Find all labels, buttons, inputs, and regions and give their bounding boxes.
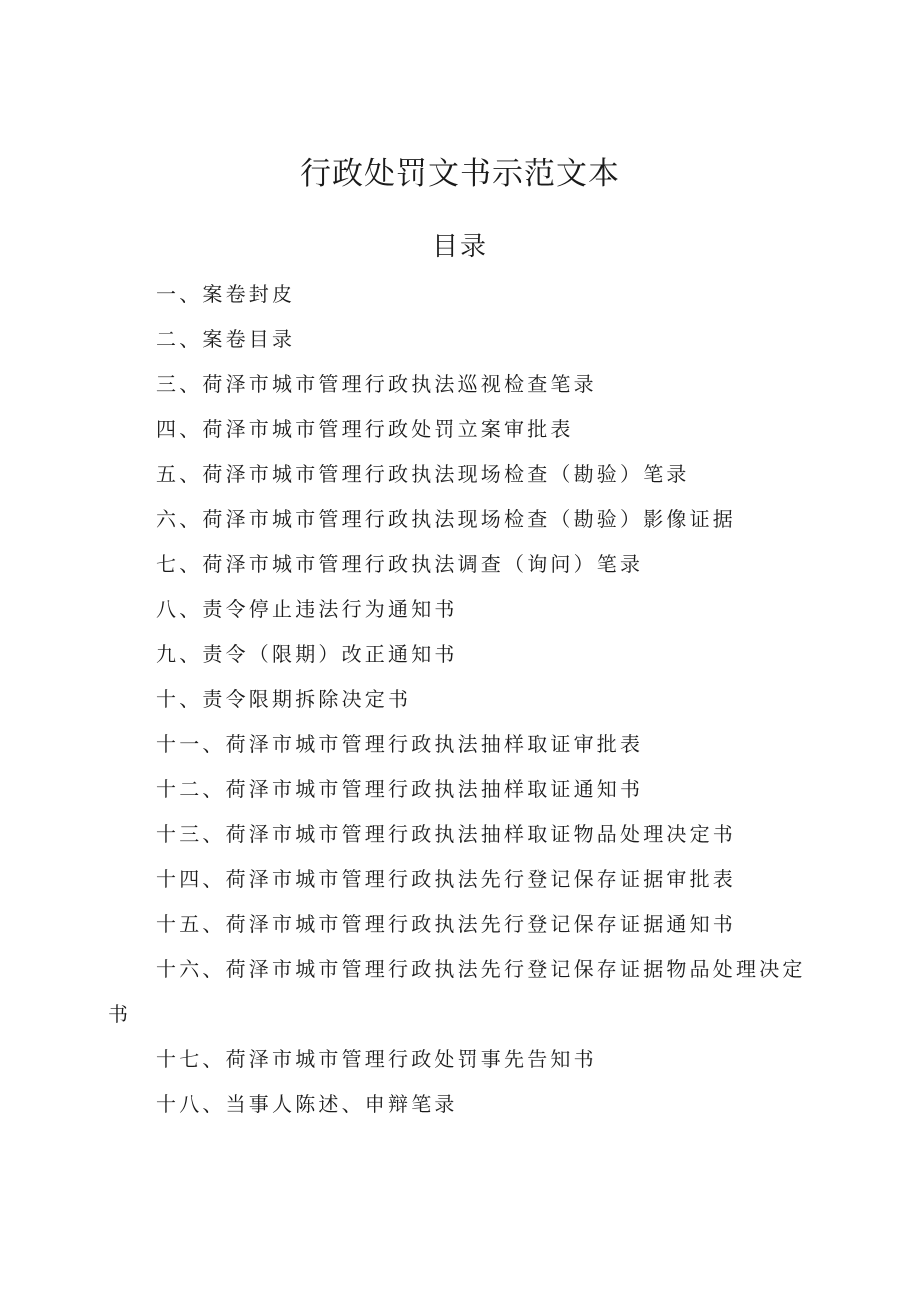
toc-item-15: 十五、荷泽市城市管理行政执法先行登记保存证据通知书 [156, 912, 736, 936]
toc-item-7: 七、荷泽市城市管理行政执法调查（询问）笔录 [156, 552, 644, 576]
toc-item-8: 八、责令停止违法行为通知书 [156, 597, 458, 621]
toc-heading: 目录 [431, 232, 488, 262]
toc-item-3: 三、荷泽市城市管理行政执法巡视检查笔录 [156, 372, 597, 396]
document-title: 行政处罚文书示范文本 [300, 156, 620, 192]
toc-item-6: 六、荷泽市城市管理行政执法现场检查（勘验）影像证据 [156, 507, 736, 531]
toc-item-13: 十三、荷泽市城市管理行政执法抽样取证物品处理决定书 [156, 822, 736, 846]
toc-item-11: 十一、荷泽市城市管理行政执法抽样取证审批表 [156, 732, 644, 756]
toc-item-16-line1: 十六、荷泽市城市管理行政执法先行登记保存证据物品处理决定 [156, 957, 806, 981]
toc-item-12: 十二、荷泽市城市管理行政执法抽样取证通知书 [156, 777, 644, 801]
toc-item-14: 十四、荷泽市城市管理行政执法先行登记保存证据审批表 [156, 867, 736, 891]
toc-item-17: 十七、荷泽市城市管理行政处罚事先告知书 [156, 1047, 597, 1071]
toc-item-16-line2: 书 [108, 1002, 132, 1026]
toc-item-5: 五、荷泽市城市管理行政执法现场检查（勘验）笔录 [156, 462, 690, 486]
toc-item-1: 一、案卷封皮 [156, 282, 296, 306]
toc-item-4: 四、荷泽市城市管理行政处罚立案审批表 [156, 417, 574, 441]
toc-item-9: 九、责令（限期）改正通知书 [156, 642, 458, 666]
toc-item-2: 二、案卷目录 [156, 327, 296, 351]
table-of-contents [108, 274, 808, 1129]
toc-item-10: 十、责令限期拆除决定书 [156, 687, 412, 711]
toc-item-18: 十八、当事人陈述、申辩笔录 [156, 1092, 458, 1116]
toc-item-16 [108, 949, 808, 1039]
